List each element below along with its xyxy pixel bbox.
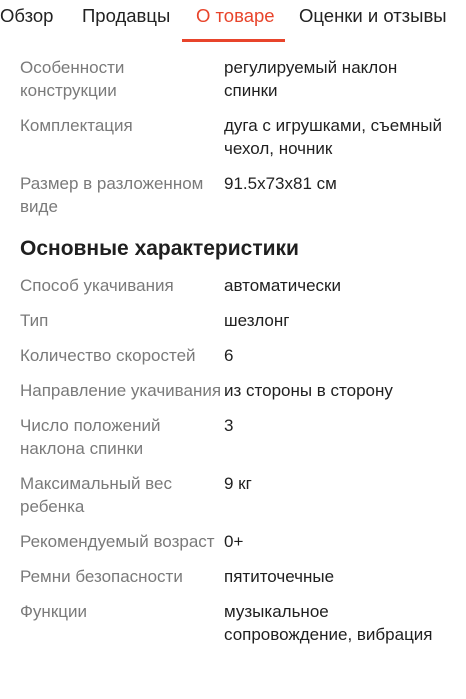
- product-specs: [20, 56, 466, 646]
- spec-label: Ремни безопасности: [20, 567, 183, 586]
- spec-row: [20, 530, 466, 553]
- spec-row: [20, 565, 466, 588]
- spec-label: Тип: [20, 311, 49, 330]
- spec-label: Направление укачивания: [20, 381, 222, 400]
- spec-label: Функции: [20, 602, 87, 621]
- spec-row: [20, 309, 466, 332]
- tab-reviews[interactable]: Оценки и отзывы: [299, 5, 447, 26]
- active-tab-indicator: [182, 39, 285, 42]
- tab-overview[interactable]: Обзор: [0, 5, 54, 26]
- spec-row: [20, 414, 466, 460]
- spec-value: музыкальное сопровождение, вибрация: [224, 602, 433, 644]
- tab-bar: [0, 0, 466, 42]
- spec-value: регулируемый наклон спинки: [224, 58, 398, 100]
- spec-row: [20, 379, 466, 402]
- spec-value: из стороны в сторону: [224, 381, 393, 400]
- spec-value: пятиточечные: [224, 567, 335, 586]
- spec-value: шезлонг: [224, 311, 290, 330]
- spec-value: 9 кг: [224, 474, 252, 493]
- spec-label: Количество скоростей: [20, 346, 196, 365]
- spec-label: Число положений наклона спинки: [20, 416, 161, 458]
- spec-label: Максимальный вес ребенка: [20, 474, 172, 516]
- spec-label: Особенности конструкции: [20, 58, 125, 100]
- spec-row: [20, 472, 466, 518]
- spec-label: Способ укачивания: [20, 276, 174, 295]
- spec-row: [20, 274, 466, 297]
- tab-about-product[interactable]: О товаре: [196, 5, 275, 26]
- spec-value: 91.5x73x81 см: [224, 174, 337, 193]
- spec-row: [20, 344, 466, 367]
- spec-value: дуга с игрушками, съемный чехол, ночник: [224, 116, 443, 158]
- spec-row: [20, 56, 466, 102]
- spec-value: автоматически: [224, 276, 341, 295]
- spec-row: [20, 172, 466, 218]
- spec-value: 0+: [224, 532, 244, 551]
- spec-value: 3: [224, 416, 234, 435]
- section-title: Основные характеристики: [20, 237, 299, 260]
- spec-label: Размер в разложенном виде: [20, 174, 204, 216]
- spec-value: 6: [224, 346, 234, 365]
- spec-label: Комплектация: [20, 116, 133, 135]
- tab-sellers[interactable]: Продавцы: [82, 5, 171, 26]
- spec-label: Рекомендуемый возраст: [20, 532, 215, 551]
- spec-row: [20, 600, 466, 646]
- spec-row: [20, 114, 466, 160]
